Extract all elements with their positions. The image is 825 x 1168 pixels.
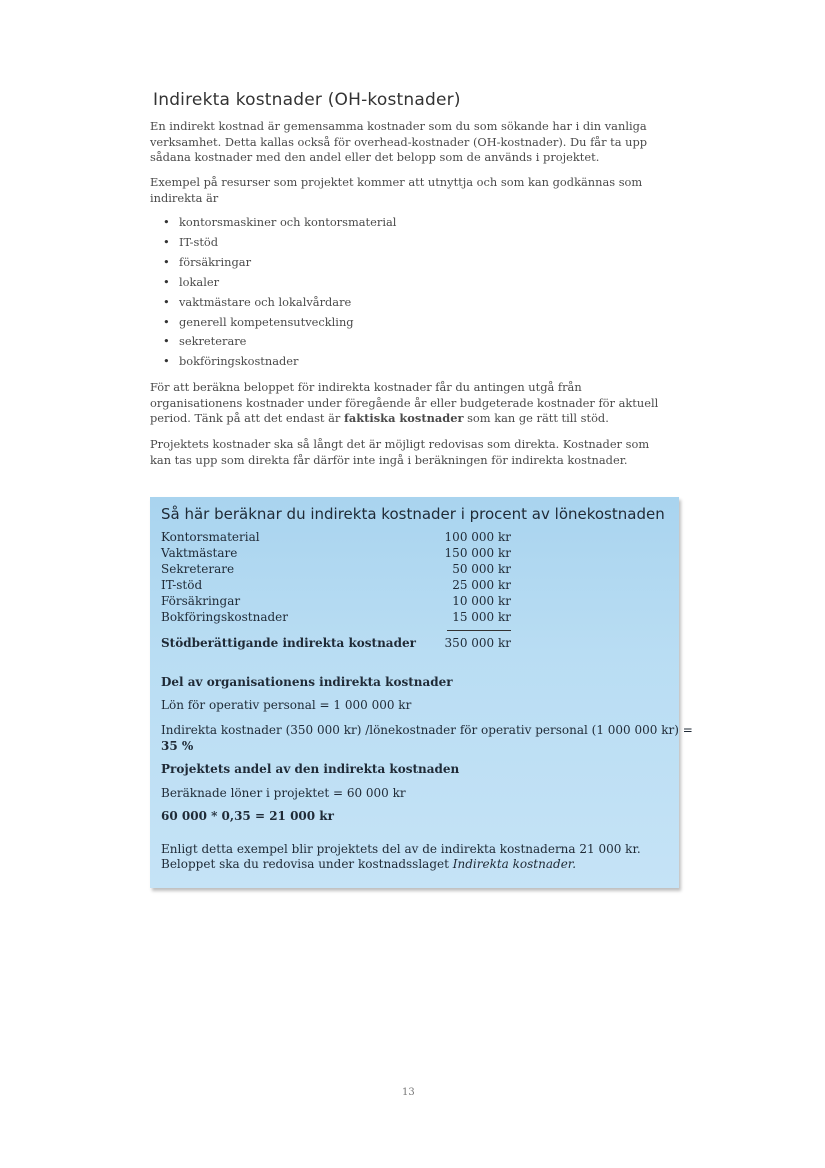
total-value: 350 000 kr bbox=[444, 636, 511, 650]
list-item: • vaktmästare och lokalvårdare bbox=[163, 293, 396, 313]
cost-value: 25 000 kr bbox=[452, 578, 511, 592]
cost-label: Försäkringar bbox=[161, 594, 241, 608]
cost-label: Vaktmästare bbox=[161, 546, 238, 560]
cost-row bbox=[161, 546, 511, 562]
sum-divider bbox=[447, 630, 511, 631]
cost-value: 100 000 kr bbox=[444, 530, 511, 544]
cost-value: 15 000 kr bbox=[452, 610, 511, 624]
project-share-title: Projektets andel av den indirekta kostnaden bbox=[161, 762, 460, 776]
calculation-text-end: som kan ge rätt till stöd. bbox=[463, 411, 609, 425]
percentage-calculation: Indirekta kostnader (350 000 kr) /lönekostnader för operativ personal (1 000 000 kr) = bbox=[161, 723, 693, 737]
cost-label: IT-stöd bbox=[161, 578, 203, 592]
list-item: • IT-stöd bbox=[163, 233, 396, 253]
resource-list bbox=[163, 213, 396, 372]
cost-value: 50 000 kr bbox=[452, 562, 511, 576]
project-calculation: 60 000 * 0,35 = 21 000 kr bbox=[161, 809, 334, 823]
list-item: • kontorsmaskiner och kontorsmaterial bbox=[163, 213, 396, 233]
organisation-share-title: Del av organisationens indirekta kostnader bbox=[161, 675, 453, 689]
cost-value: 150 000 kr bbox=[444, 546, 511, 560]
intro-paragraph: En indirekt kostnad är gemensamma kostnader som du som sökande har i din vanliga verksamhet. Detta kallas också för overhead-kostnader (OH-kostnader). Du får ta upp sådana kostnader med den andel eller det belopp som de används i projektet. bbox=[150, 119, 648, 164]
list-item: • sekreterare bbox=[163, 332, 396, 352]
cost-label: Kontorsmaterial bbox=[161, 530, 260, 544]
actual-costs-emphasis: faktiska kostnader bbox=[344, 411, 464, 425]
operative-salary-line: Lön för operativ personal = 1 000 000 kr bbox=[161, 698, 412, 712]
page-number: 13 bbox=[402, 1087, 415, 1098]
percentage-result: 35 % bbox=[161, 739, 194, 753]
project-salary-line: Beräknade löner i projektet = 60 000 kr bbox=[161, 786, 406, 800]
cost-label: Sekreterare bbox=[161, 562, 235, 576]
cost-row bbox=[161, 594, 511, 610]
cost-label: Bokföringskostnader bbox=[161, 610, 289, 624]
cost-row bbox=[161, 530, 511, 546]
box-title: Så här beräknar du indirekta kostnader i procent av lönekostnaden bbox=[161, 505, 665, 523]
examples-paragraph: Exempel på resurser som projektet kommer att utnyttja och som kan godkännas som indirekta är bbox=[150, 175, 643, 205]
cost-type-name: Indirekta kostnader. bbox=[452, 857, 577, 871]
calculation-text-start: För att beräkna beloppet för indirekta kostnader får du antingen utgå från organisationens kostnader under föregående år eller budgeterade kostnader för aktuell period. Tänk på att det endast är bbox=[150, 380, 659, 425]
list-item: • lokaler bbox=[163, 273, 396, 293]
cost-value: 10 000 kr bbox=[452, 594, 511, 608]
cost-row bbox=[161, 562, 511, 578]
calculation-paragraph bbox=[150, 380, 670, 427]
list-item: • bokföringskostnader bbox=[163, 352, 396, 372]
list-item: • generell kompetensutveckling bbox=[163, 313, 396, 333]
direct-costs-paragraph: Projektets kostnader ska så långt det är möjligt redovisas som direkta. Kostnader som kan tas upp som direkta får därför inte ingå i beräkningen för indirekta kostnader. bbox=[150, 437, 650, 467]
calculation-example-box bbox=[150, 497, 693, 888]
list-item: • försäkringar bbox=[163, 253, 396, 273]
total-row bbox=[161, 636, 511, 652]
total-label: Stödberättigande indirekta kostnader bbox=[161, 636, 416, 650]
conclusion-text-start: Enligt detta exempel blir projektets del av de indirekta kostnaderna 21 000 kr. Beloppet ska du redovisa under kostnadsslaget bbox=[161, 842, 641, 871]
conclusion-text bbox=[161, 842, 666, 872]
cost-row bbox=[161, 610, 511, 626]
section-heading: Indirekta kostnader (OH-kostnader) bbox=[153, 90, 461, 110]
cost-row bbox=[161, 578, 511, 594]
